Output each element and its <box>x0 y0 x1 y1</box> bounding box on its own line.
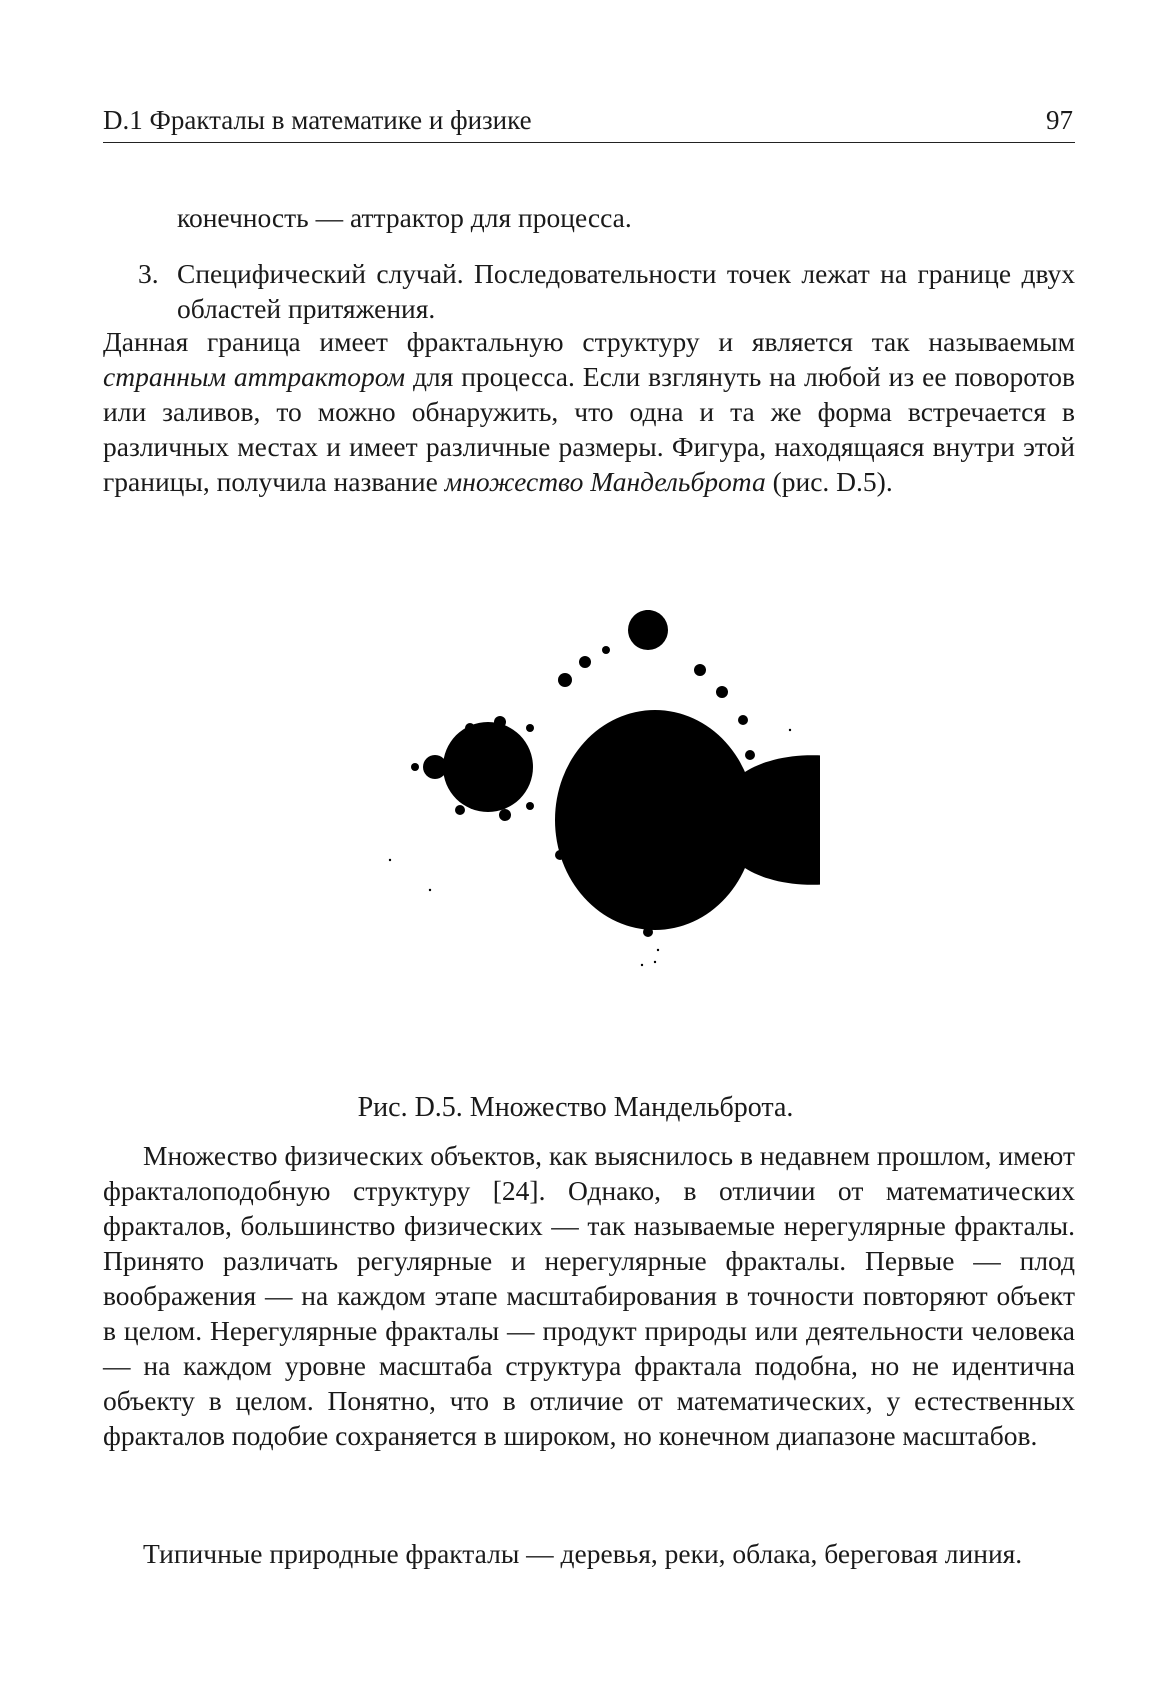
boundary-bulb <box>694 664 706 676</box>
mandelbrot-set-image <box>370 610 820 1030</box>
list-item-number: 3. <box>138 258 159 289</box>
paragraph-text: (рис. D.5). <box>765 466 893 497</box>
boundary-bulb <box>499 809 511 821</box>
boundary-bulb <box>602 884 610 892</box>
figure-caption: Рис. D.5. Множество Мандельброта. <box>357 1092 794 1123</box>
filament-dot <box>789 729 791 731</box>
paragraph-physical-fractals: Множество физических объектов, как выяснилось в недавнем прошлом, имеют фракталоподобную структуру [24]. Однако, в отличии от математических фракталов, большинство физических — так называемые нерегулярные фракталы. Принято различать регулярные и нерегулярные фракталы. Первые — плод воображения — на каждом этапе масштабирования в точности повторяют объект в целом. Нерегулярные фракталы — продукт природы или деятельности человека — на каждом уровне масштаба структура фрактала подобна, но не идентична объекту в целом. Понятно, что в отличие от математических, у естественных фракталов подобие сохраняется в широком, но конечном диапазоне масштабов. <box>103 1140 1075 1451</box>
boundary-bulb <box>555 850 565 860</box>
boundary-bulb <box>558 673 572 687</box>
boundary-bulb <box>602 646 610 654</box>
continuation-line: конечность — аттрактор для процесса. <box>177 202 632 233</box>
boundary-bulb <box>740 832 752 844</box>
boundary-bulb <box>747 794 759 806</box>
filament-dot <box>429 889 431 891</box>
paragraph-strange-attractor <box>103 324 1075 499</box>
term-strange-attractor: странным аттрактором <box>103 361 406 392</box>
top-bulb <box>628 610 668 650</box>
boundary-bulb <box>579 656 591 668</box>
filament-dot <box>654 961 656 963</box>
bottom-bulb <box>628 888 668 928</box>
boundary-bulb <box>738 715 748 725</box>
bottom-antenna-bulb <box>643 927 653 937</box>
boundary-bulb <box>494 716 506 728</box>
running-header <box>103 102 1075 143</box>
term-mandelbrot-set: множество Мандельброта <box>444 466 766 497</box>
paragraph-text: Данная граница имеет фрактальную структуру и является так называемым <box>103 326 1075 357</box>
boundary-bulb <box>455 805 465 815</box>
period-2-bulb <box>443 722 533 812</box>
boundary-bulb <box>526 802 534 810</box>
filament-dot <box>389 859 391 861</box>
filament-dot <box>657 949 659 951</box>
section-title: D.1 Фракталы в математике и физике <box>103 105 532 135</box>
boundary-bulb <box>745 750 755 760</box>
mandelbrot-figure <box>370 610 820 1030</box>
boundary-bulb <box>526 724 534 732</box>
period-4-bulb <box>423 755 447 779</box>
boundary-bulb <box>465 723 475 733</box>
boundary-bulb <box>695 887 705 897</box>
boundary-bulb <box>716 686 728 698</box>
paragraph-natural-fractals: Типичные природные фракталы — деревья, реки, облака, береговая линия. <box>143 1538 1023 1569</box>
filament-dot <box>809 769 811 771</box>
small-bulb <box>411 763 419 771</box>
boundary-bulb <box>574 872 586 884</box>
list-item-text: Специфический случай. Последовательности точек лежат на границе двух областей притяжения. <box>177 258 1075 324</box>
boundary-bulb <box>724 862 736 874</box>
filament-dot <box>641 964 643 966</box>
paragraph-text: для процесса. Если взглянуть на любой из ее поворотов или заливов, то можно обнаружить, что одна и та же форма встречается в различных местах и имеет различные размеры. Фигура, находящаяся внутри этой границы, получила название <box>103 361 1075 497</box>
page-number: 97 <box>1046 105 1073 135</box>
